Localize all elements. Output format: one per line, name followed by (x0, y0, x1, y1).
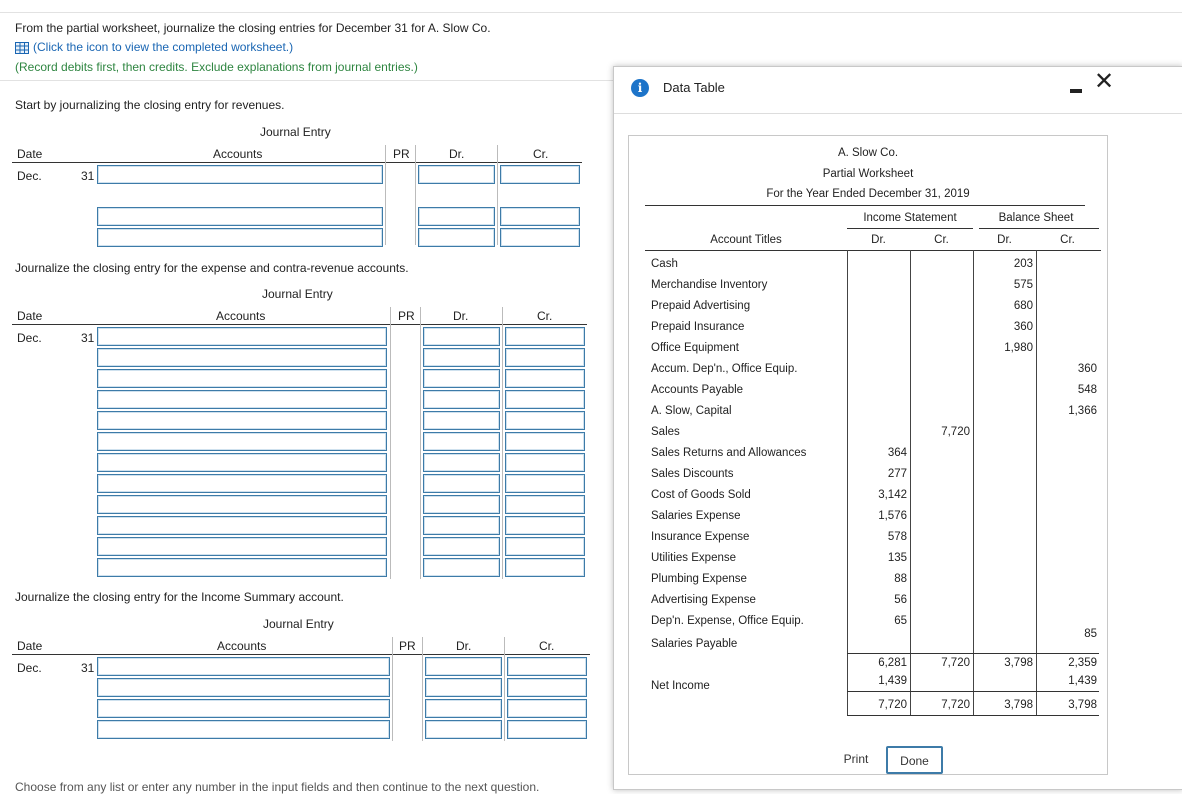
date-header: Date (17, 639, 43, 653)
credit-input[interactable] (505, 369, 585, 388)
debit-input[interactable] (423, 474, 500, 493)
worksheet-account-title: A. Slow, Capital (651, 405, 732, 417)
date-month: Dec. (17, 169, 42, 183)
column-divider (415, 145, 416, 245)
debit-input[interactable] (423, 369, 500, 388)
totals-rule (847, 653, 1099, 654)
worksheet-amount-is-dr: 135 (887, 552, 907, 564)
credit-input[interactable] (507, 657, 587, 676)
accounts-header: Accounts (213, 147, 263, 161)
worksheet-account-title: Cash (651, 258, 678, 270)
column-divider (847, 250, 848, 716)
worksheet-amount-bs-dr: 203 (1013, 258, 1033, 270)
header-rule (12, 324, 587, 325)
debit-input[interactable] (423, 537, 500, 556)
account-input[interactable] (97, 657, 390, 676)
column-header-rule (645, 250, 1101, 251)
done-button[interactable]: Done (886, 746, 943, 774)
journal-entry-title: Journal Entry (260, 125, 331, 139)
debit-input[interactable] (423, 495, 500, 514)
worksheet-amount-is-cr: 7,720 (941, 426, 970, 438)
credit-input[interactable] (500, 165, 580, 184)
worksheet-amount-bs-dr: 575 (1013, 279, 1033, 291)
cr-header: Cr. (537, 309, 553, 323)
worksheet-account-title: Sales Discounts (651, 468, 734, 480)
record-instruction: (Record debits first, then credits. Exclude explanations from journal entries.) (15, 60, 418, 74)
dialog-title-divider (614, 113, 1182, 114)
grand-bs-cr: 3,798 (1068, 699, 1097, 711)
credit-input[interactable] (505, 516, 585, 535)
account-input[interactable] (97, 390, 387, 409)
debit-input[interactable] (425, 678, 502, 697)
account-input[interactable] (97, 453, 387, 472)
total-is-dr: 6,281 (878, 657, 907, 669)
worksheet-amount-is-dr: 277 (887, 468, 907, 480)
pr-header: PR (398, 309, 415, 323)
worksheet-amount-is-dr: 3,142 (878, 489, 907, 501)
account-input[interactable] (97, 432, 387, 451)
account-input[interactable] (97, 411, 387, 430)
account-input[interactable] (97, 699, 390, 718)
debit-input[interactable] (423, 348, 500, 367)
worksheet-panel (628, 135, 1108, 775)
debit-input[interactable] (425, 699, 502, 718)
debit-input[interactable] (423, 516, 500, 535)
grand-bs-dr: 3,798 (1004, 699, 1033, 711)
debit-input[interactable] (423, 453, 500, 472)
worksheet-account-title: Insurance Expense (651, 531, 750, 543)
worksheet-account-title: Accum. Dep'n., Office Equip. (651, 363, 798, 375)
report-name: Partial Worksheet (822, 168, 914, 180)
credit-input[interactable] (505, 411, 585, 430)
debit-input[interactable] (418, 207, 495, 226)
account-input[interactable] (97, 537, 387, 556)
worksheet-account-title: Sales Returns and Allowances (651, 447, 807, 459)
net-income-bs-cr: 1,439 (1068, 675, 1097, 687)
column-divider (420, 307, 421, 579)
total-bs-dr: 3,798 (1004, 657, 1033, 669)
worksheet-amount-bs-dr: 680 (1013, 300, 1033, 312)
debit-input[interactable] (423, 411, 500, 430)
data-table-dialog (613, 66, 1182, 790)
net-income-rule (847, 691, 1099, 692)
credit-input[interactable] (505, 348, 585, 367)
worksheet-account-title: Prepaid Insurance (651, 321, 745, 333)
bs-dr-header: Dr. (997, 234, 1012, 246)
accounts-header: Accounts (216, 309, 266, 323)
worksheet-amount-bs-cr: 548 (1077, 384, 1097, 396)
credit-input[interactable] (505, 390, 585, 409)
is-dr-header: Dr. (871, 234, 886, 246)
worksheet-amount-bs-dr: 1,980 (1004, 342, 1033, 354)
net-income-is-dr: 1,439 (878, 675, 907, 687)
account-input[interactable] (97, 558, 387, 577)
worksheet-amount-is-dr: 65 (894, 615, 907, 627)
column-divider (392, 637, 393, 741)
date-header: Date (17, 147, 43, 161)
print-button[interactable]: Print (843, 752, 869, 766)
column-divider (504, 637, 505, 741)
account-input[interactable] (97, 516, 387, 535)
worksheet-account-title: Prepaid Advertising (651, 300, 751, 312)
net-income-label: Net Income (651, 680, 710, 692)
date-day: 31 (81, 169, 95, 183)
date-header: Date (17, 309, 43, 323)
account-input[interactable] (97, 720, 390, 739)
worksheet-amount-is-dr: 364 (887, 447, 907, 459)
credit-input[interactable] (505, 495, 585, 514)
top-divider (0, 12, 1182, 13)
account-input[interactable] (97, 369, 387, 388)
bs-cr-header: Cr. (1060, 234, 1075, 246)
grand-total-rule (847, 715, 1099, 716)
credit-input[interactable] (507, 699, 587, 718)
journal-entry-title: Journal Entry (262, 287, 333, 301)
cr-header: Cr. (539, 639, 555, 653)
debit-input[interactable] (423, 432, 500, 451)
worksheet-account-title: Office Equipment (651, 342, 740, 354)
revenues-prompt: Start by journalizing the closing entry for revenues. (15, 98, 285, 112)
worksheet-account-title: Advertising Expense (651, 594, 756, 606)
column-divider (910, 250, 911, 716)
worksheet-account-title: Merchandise Inventory (651, 279, 768, 291)
worksheet-amount-bs-cr: 85 (1084, 628, 1097, 640)
date-day: 31 (81, 661, 95, 675)
account-input[interactable] (97, 207, 383, 226)
credit-input[interactable] (505, 453, 585, 472)
group-rule (979, 228, 1099, 229)
account-input[interactable] (97, 495, 387, 514)
worksheet-grid-icon[interactable] (15, 42, 29, 57)
account-input[interactable] (97, 678, 390, 697)
column-divider (422, 637, 423, 741)
worksheet-amount-bs-cr: 360 (1077, 363, 1097, 375)
dr-header: Dr. (456, 639, 472, 653)
column-divider (973, 250, 974, 716)
close-icon[interactable]: ✕ (1094, 67, 1115, 95)
pr-header: PR (399, 639, 416, 653)
worksheet-account-title: Salaries Expense (651, 510, 741, 522)
worksheet-amount-is-dr: 88 (894, 573, 907, 585)
credit-input[interactable] (505, 327, 585, 346)
balance-sheet-header: Balance Sheet (998, 212, 1074, 224)
column-divider (385, 145, 386, 245)
column-divider (390, 307, 391, 579)
worksheet-link[interactable] (15, 40, 293, 57)
company-name: A. Slow Co. (837, 147, 899, 159)
total-bs-cr: 2,359 (1068, 657, 1097, 669)
worksheet-amount-is-dr: 578 (887, 531, 907, 543)
is-cr-header: Cr. (934, 234, 949, 246)
grand-is-cr: 7,720 (941, 699, 970, 711)
debit-input[interactable] (418, 165, 495, 184)
grand-is-dr: 7,720 (878, 699, 907, 711)
pr-header: PR (393, 147, 410, 161)
credit-input[interactable] (507, 678, 587, 697)
income-statement-header: Income Statement (863, 212, 957, 224)
worksheet-account-title: Salaries Payable (651, 638, 738, 650)
account-input[interactable] (97, 165, 383, 184)
debit-input[interactable] (423, 558, 500, 577)
worksheet-account-title: Sales (651, 426, 680, 438)
accounts-header: Accounts (217, 639, 267, 653)
credit-input[interactable] (500, 207, 580, 226)
account-input[interactable] (97, 474, 387, 493)
date-day: 31 (81, 331, 95, 345)
credit-input[interactable] (505, 432, 585, 451)
credit-input[interactable] (505, 558, 585, 577)
date-month: Dec. (17, 661, 42, 675)
date-month: Dec. (17, 331, 42, 345)
income-summary-prompt: Journalize the closing entry for the Income Summary account. (15, 590, 344, 604)
debit-input[interactable] (423, 327, 500, 346)
dr-header: Dr. (453, 309, 469, 323)
dialog-title: Data Table (663, 80, 725, 95)
title-rule (645, 205, 1085, 206)
column-divider (1036, 250, 1037, 716)
worksheet-account-title: Cost of Goods Sold (651, 489, 751, 501)
column-divider (502, 307, 503, 579)
cr-header: Cr. (533, 147, 549, 161)
account-input[interactable] (97, 348, 387, 367)
account-input[interactable] (97, 327, 387, 346)
worksheet-link-label[interactable]: (Click the icon to view the completed worksheet.) (33, 40, 294, 54)
debit-input[interactable] (425, 720, 502, 739)
worksheet-account-title: Dep'n. Expense, Office Equip. (651, 615, 804, 627)
worksheet-account-title: Utilities Expense (651, 552, 737, 564)
column-divider (497, 145, 498, 245)
minimize-icon[interactable] (1070, 89, 1082, 93)
credit-input[interactable] (505, 474, 585, 493)
worksheet-amount-bs-dr: 360 (1013, 321, 1033, 333)
credit-input[interactable] (505, 537, 585, 556)
credit-input[interactable] (507, 720, 587, 739)
credit-input[interactable] (500, 228, 580, 247)
debit-input[interactable] (423, 390, 500, 409)
footer-instruction: Choose from any list or enter any number in the input fields and then continue to the next question. (15, 780, 540, 794)
group-rule (847, 228, 973, 229)
account-titles-header: Account Titles (710, 234, 782, 246)
report-period: For the Year Ended December 31, 2019 (766, 188, 970, 200)
worksheet-account-title: Plumbing Expense (651, 573, 747, 585)
worksheet-amount-bs-cr: 1,366 (1068, 405, 1097, 417)
account-input[interactable] (97, 228, 383, 247)
debit-input[interactable] (418, 228, 495, 247)
worksheet-amount-is-dr: 56 (894, 594, 907, 606)
worksheet-account-title: Accounts Payable (651, 384, 744, 396)
journal-entry-title: Journal Entry (263, 617, 334, 631)
expense-prompt: Journalize the closing entry for the expense and contra-revenue accounts. (15, 261, 409, 275)
worksheet-amount-is-dr: 1,576 (878, 510, 907, 522)
total-is-cr: 7,720 (941, 657, 970, 669)
dr-header: Dr. (449, 147, 465, 161)
instruction-text: From the partial worksheet, journalize the closing entries for December 31 for A. Slow Co. (15, 21, 491, 35)
info-icon: i (631, 79, 649, 97)
debit-input[interactable] (425, 657, 502, 676)
